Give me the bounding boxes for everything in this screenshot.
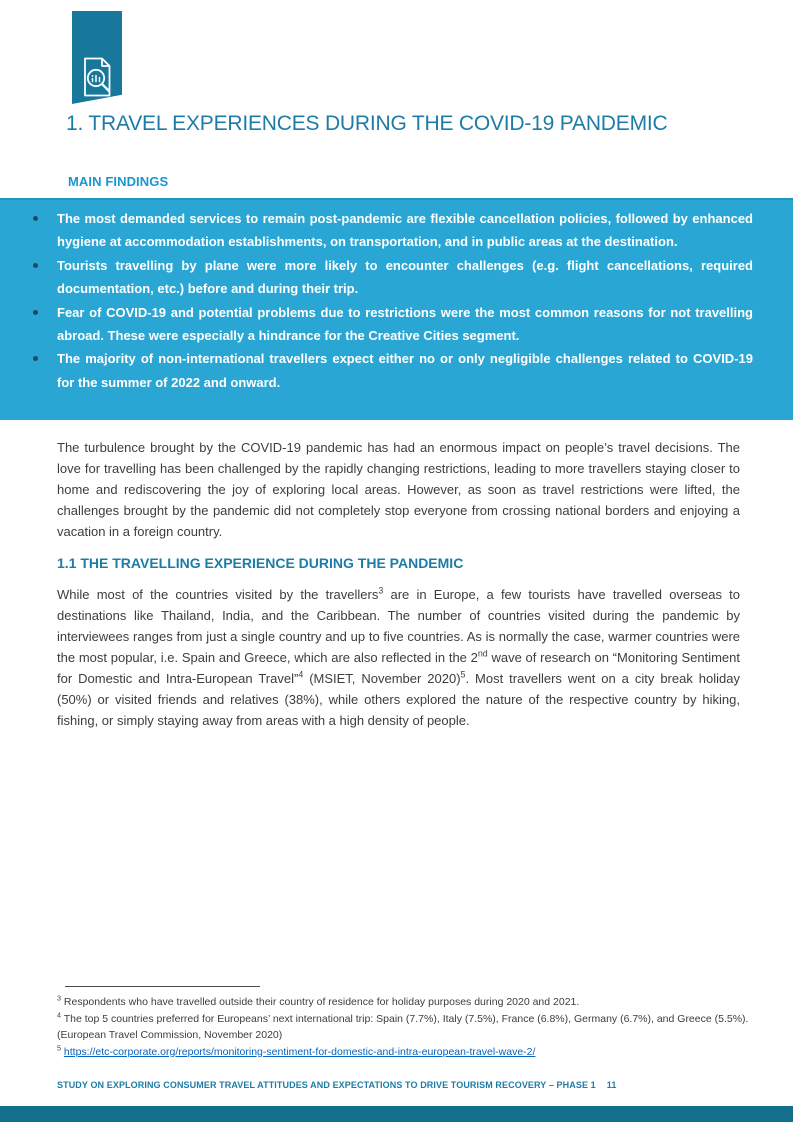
- footer-text: STUDY ON EXPLORING CONSUMER TRAVEL ATTITUDES AND EXPECTATIONS TO DRIVE TOURISM RECOVERY – PHASE 1: [57, 1080, 596, 1090]
- footnote-link[interactable]: https://etc-corporate.org/reports/monitoring-sentiment-for-domestic-and-intra-european-travel-wave-2/: [63, 1045, 536, 1058]
- footnote-4: $^4$ The top 5 countries preferred for Europeans’ next international trip: Spain (7.7%), Italy (7.5%), France (6.8%), Germany (6.7%), and Greece (5.5%). (European Travel Commission, November 2020): [57, 1011, 749, 1041]
- main-findings-box: [0, 198, 793, 420]
- footnote-3: $^3$ Respondents who have travelled outside their country of residence for holiday purposes during 2020 and 2021.: [57, 994, 580, 1008]
- finding-bullet-item: The most demanded services to remain post-pandemic are flexible cancellation policies, followed by enhanced hygiene at accommodation establishments, on transportation, and in public areas at the destination.: [57, 207, 753, 254]
- section-1-1-heading: 1.1 THE TRAVELLING EXPERIENCE DURING THE PANDEMIC: [57, 555, 464, 571]
- page-number: 11: [606, 1080, 617, 1090]
- intro-paragraph: The turbulence brought by the COVID-19 pandemic has had an enormous impact on people’s travel decisions. The love for travelling has been challenged by the rapidly changing restrictions, leading to more travellers staying closer to home and rediscovering the joy of exploring local areas. However, as soon as travel restrictions were lifted, the challenges brought by the pandemic did not completely stop everyone from crossing national borders and enjoying a vacation in a foreign country.: [57, 440, 740, 539]
- footnotes: [57, 994, 749, 1060]
- finding-bullet-item: Tourists travelling by plane were more likely to encounter challenges (e.g. flight cancellations, required documentation, etc.) before and during their trip.: [57, 254, 753, 301]
- page-footer: [57, 1080, 616, 1090]
- finding-bullet-item: The majority of non-international travellers expect either no or only negligible challenges related to COVID-19 for the summer of 2022 and onward.: [57, 347, 753, 394]
- bottom-bar: [0, 1106, 793, 1122]
- main-findings-list: [0, 200, 793, 394]
- finding-bullet-item: Fear of COVID-19 and potential problems due to restrictions were the most common reasons for not travelling abroad. These were especially a hindrance for the Creative Cities segment.: [57, 301, 753, 348]
- footnote-separator: [65, 986, 260, 987]
- section-1-1-paragraph: While most of the countries visited by the travellers$^3$ are in Europe, a few tourists have travelled overseas to destinations like Thailand, India, and the Caribbean. The number of countries visited during the pandemic by interviewees ranges from just a single country and up to five countries. As is normally the case, warmer countries were the most popular, i.e. Spain and Greece, which are also reflected in the 2nd wave of research on “Monitoring Sentiment for Domestic and Intra-European Travel”$^4$ (MSIET, November 2020)$^5$. Most travellers went on a city break holiday (50%) or visited friends and relatives (38%), while others explored the nature of the respective country by hiking, fishing, or simply staying away from areas with a high density of people.: [57, 585, 740, 728]
- document-chart-magnifier-icon: [80, 57, 114, 97]
- footnote-5: $^5$ https://etc-corporate.org/reports/monitoring-sentiment-for-domestic-and-intra-european-travel-wave-2/: [57, 1044, 536, 1058]
- chapter-banner: [72, 11, 122, 104]
- main-findings-label: MAIN FINDINGS: [68, 174, 169, 189]
- chapter-title: 1. TRAVEL EXPERIENCES DURING THE COVID-19 PANDEMIC: [66, 112, 668, 135]
